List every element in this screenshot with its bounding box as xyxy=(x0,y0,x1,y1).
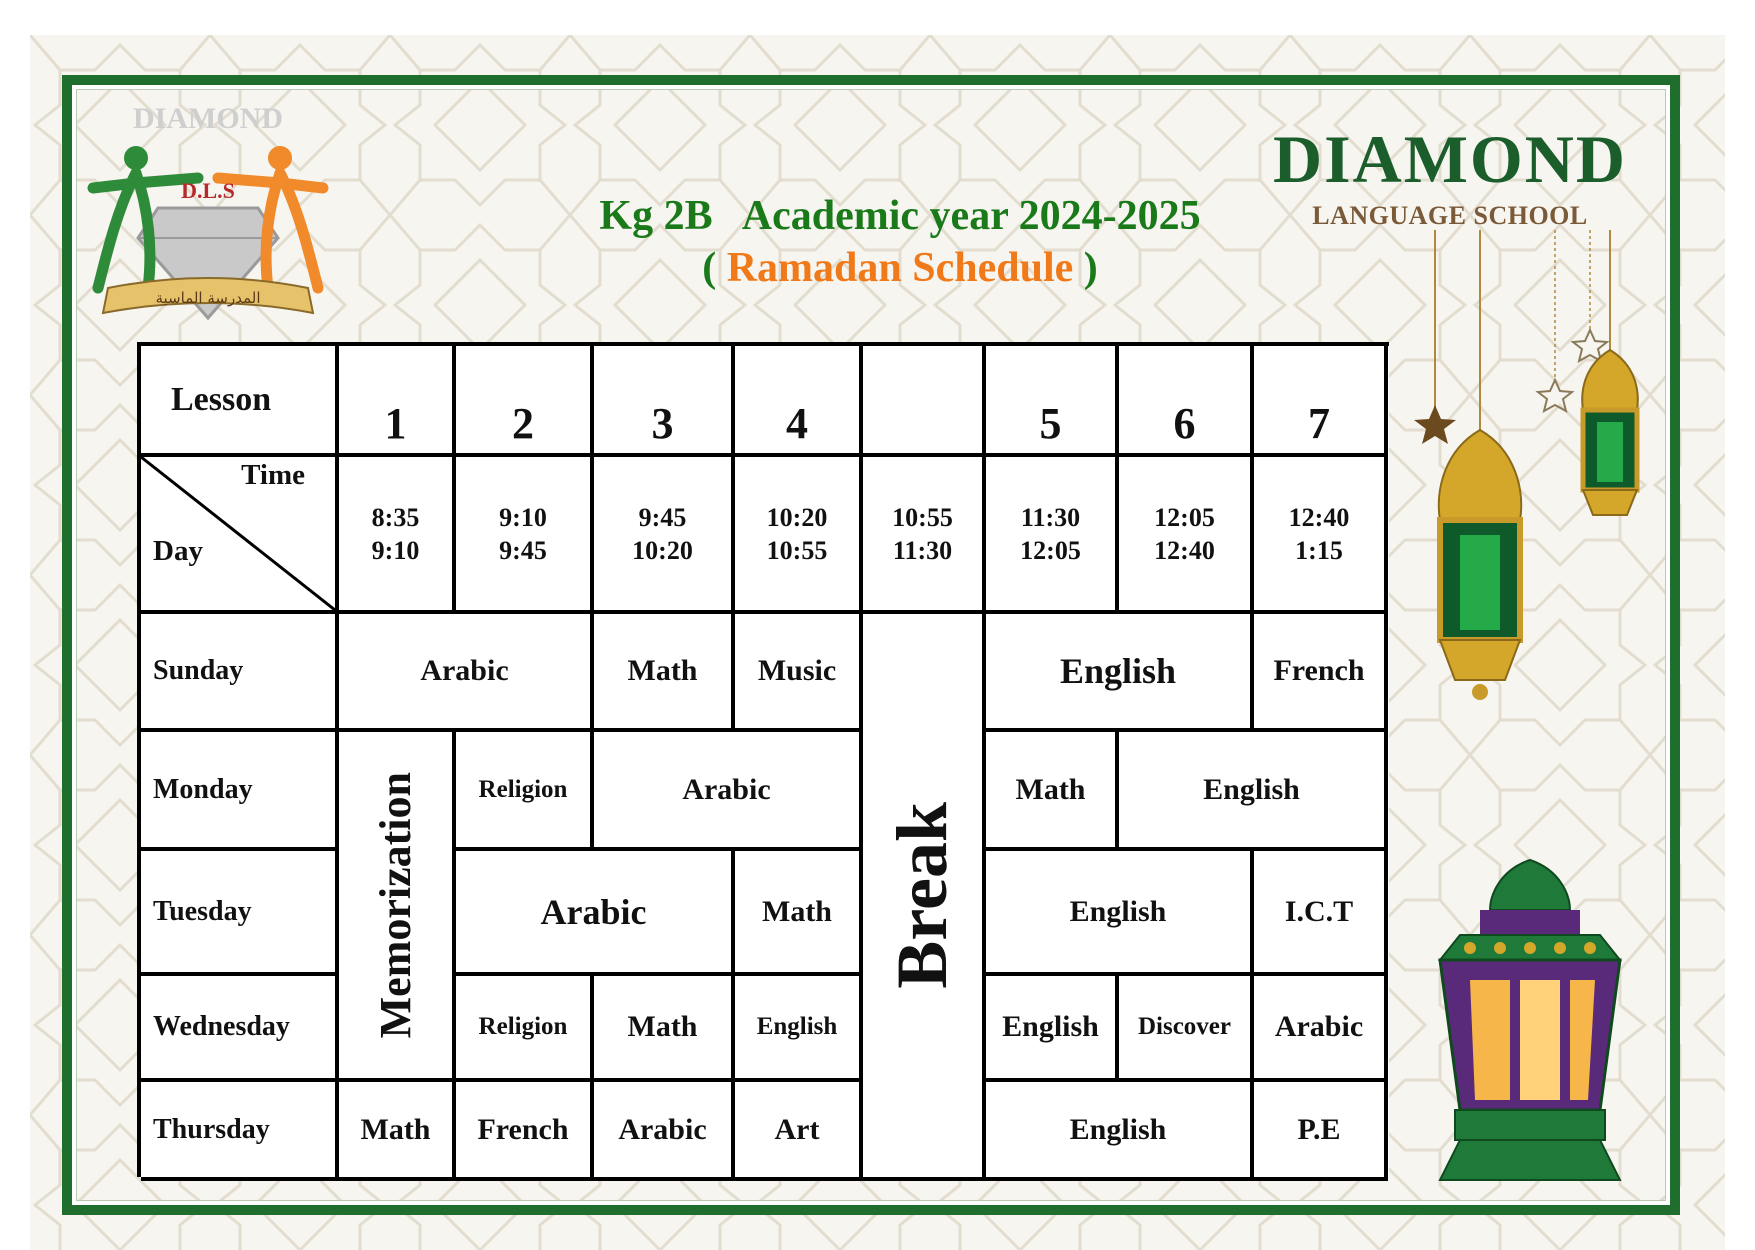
lesson-header: Lesson xyxy=(141,346,339,457)
time-start: 11:30 xyxy=(1020,502,1081,532)
break-lesson-header xyxy=(863,346,986,457)
sunday-math: Math xyxy=(594,614,735,732)
wednesday-arabic: Arabic xyxy=(1254,976,1388,1082)
memorization-label: Memorization xyxy=(371,771,420,1039)
sunday-music: Music xyxy=(735,614,863,732)
day-monday: Monday xyxy=(141,732,339,851)
time-start: 12:05 xyxy=(1154,502,1215,532)
time-start: 8:35 xyxy=(371,502,420,532)
thursday-pe: P.E xyxy=(1254,1082,1388,1181)
day-label: Day xyxy=(153,535,203,567)
thursday-french: French xyxy=(456,1082,594,1181)
tuesday-math: Math xyxy=(735,851,863,976)
time-end: 12:05 xyxy=(1020,535,1081,565)
time-slot-3 xyxy=(594,457,735,614)
star-outline-icon xyxy=(1538,380,1572,411)
lesson-2-header: 2 xyxy=(456,346,594,457)
time-end: 9:45 xyxy=(499,535,547,565)
time-end: 11:30 xyxy=(892,535,953,565)
thursday-english: English xyxy=(986,1082,1254,1181)
logo-initials: D.L.S xyxy=(181,178,235,203)
time-slot-2 xyxy=(456,457,594,614)
hanging-lanterns xyxy=(1405,230,1665,710)
brand-subtitle: LANGUAGE SCHOOL xyxy=(1312,201,1588,230)
day-sunday: Sunday xyxy=(141,614,339,732)
memorization-cell xyxy=(339,732,456,1082)
diagonal-divider xyxy=(141,457,335,610)
time-slot-break xyxy=(863,457,986,614)
time-start: 12:40 xyxy=(1288,502,1350,532)
time-end: 10:20 xyxy=(632,535,693,565)
brand-name: DIAMOND xyxy=(1273,121,1627,197)
page-title: Kg 2B Academic year 2024-2025 xyxy=(599,193,1201,239)
wednesday-english-lesson4: English xyxy=(735,976,863,1082)
time-start: 10:55 xyxy=(892,502,953,532)
wednesday-discover: Discover xyxy=(1119,976,1254,1082)
wednesday-religion: Religion xyxy=(456,976,594,1082)
monday-math: Math xyxy=(986,732,1119,851)
wednesday-math: Math xyxy=(594,976,735,1082)
break-label: Break xyxy=(882,802,962,989)
thursday-art: Art xyxy=(735,1082,863,1181)
monday-arabic: Arabic xyxy=(594,732,863,851)
time-end: 1:15 xyxy=(1295,535,1343,565)
tuesday-arabic: Arabic xyxy=(456,851,735,976)
sunday-english: English xyxy=(986,614,1254,732)
thursday-math: Math xyxy=(339,1082,456,1181)
tuesday-english: English xyxy=(986,851,1254,976)
time-day-corner xyxy=(141,457,339,614)
break-cell xyxy=(863,614,986,1181)
day-thursday: Thursday xyxy=(141,1082,339,1181)
time-start: 10:20 xyxy=(766,502,828,532)
monday-english: English xyxy=(1119,732,1388,851)
lesson-6-header: 6 xyxy=(1119,346,1254,457)
lesson-3-header: 3 xyxy=(594,346,735,457)
time-slot-7 xyxy=(1254,457,1388,614)
timetable xyxy=(137,342,1389,1177)
day-tuesday: Tuesday xyxy=(141,851,339,976)
logo-banner-text: المدرسة الماسية xyxy=(155,289,261,307)
school-logo xyxy=(78,98,338,328)
time-slot-6 xyxy=(1119,457,1254,614)
logo-watermark-text: DIAMOND xyxy=(133,102,283,135)
paren-open: ( xyxy=(702,245,727,291)
monday-religion: Religion xyxy=(456,732,594,851)
star-icon xyxy=(1414,405,1456,444)
lesson-4-header: 4 xyxy=(735,346,863,457)
time-start: 9:45 xyxy=(638,502,687,532)
day-wednesday: Wednesday xyxy=(141,976,339,1082)
lesson-5-header: 5 xyxy=(986,346,1119,457)
thursday-arabic: Arabic xyxy=(594,1082,735,1181)
wednesday-english-lesson5: English xyxy=(986,976,1119,1082)
time-start: 9:10 xyxy=(499,502,547,532)
ramadan-lantern xyxy=(1420,850,1640,1190)
sunday-french: French xyxy=(1254,614,1388,732)
time-slot-4 xyxy=(735,457,863,614)
sunday-arabic: Arabic xyxy=(339,614,594,732)
time-label: Time xyxy=(241,459,305,491)
schedule-subtitle xyxy=(400,244,1400,292)
time-slot-5 xyxy=(986,457,1119,614)
tuesday-ict: I.C.T xyxy=(1254,851,1388,976)
lesson-1-header: 1 xyxy=(339,346,456,457)
paren-close: ) xyxy=(1073,245,1098,291)
schedule-name: Ramadan Schedule xyxy=(726,245,1074,291)
lesson-7-header: 7 xyxy=(1254,346,1388,457)
time-slot-1 xyxy=(339,457,456,614)
time-end: 10:55 xyxy=(766,535,828,565)
time-end: 12:40 xyxy=(1154,535,1215,565)
time-end: 9:10 xyxy=(371,535,420,565)
